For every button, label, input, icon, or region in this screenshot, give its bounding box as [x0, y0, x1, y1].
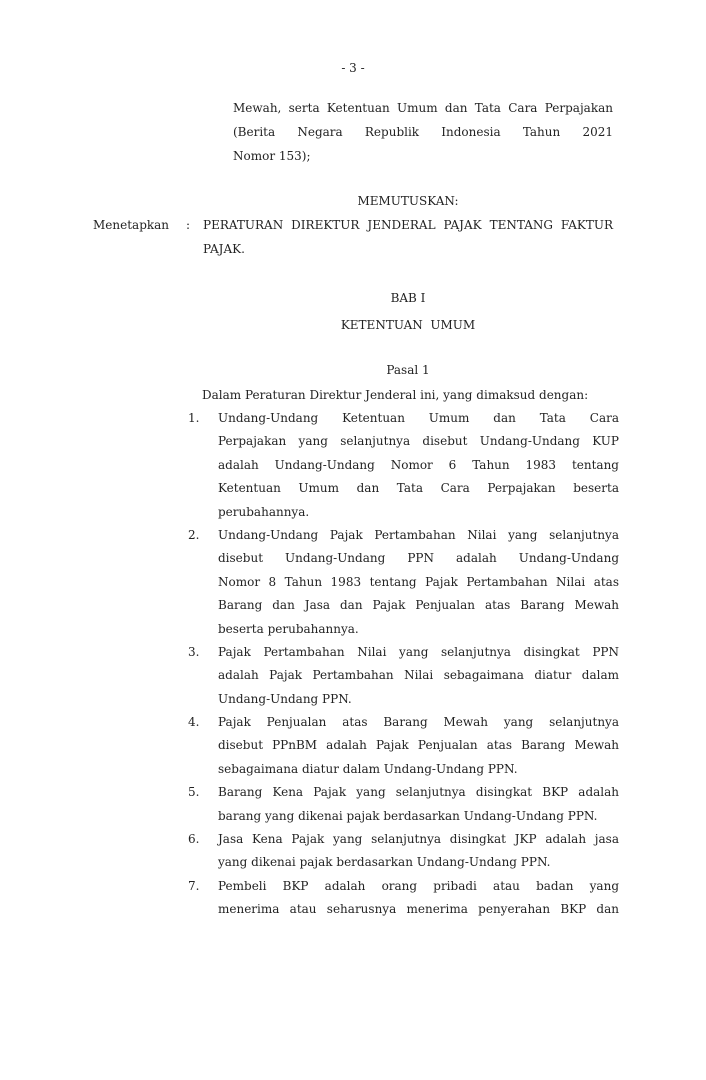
definition-line: yang dikenai pajak berdasarkan Undang-Undang PPN.	[218, 855, 551, 870]
definition-line: menerima atau seharusnya menerima penyerahan BKP dan	[218, 902, 619, 917]
definition-item	[188, 641, 619, 711]
definition-line: Undang-Undang PPN.	[218, 691, 352, 706]
definition-line: barang yang dikenai pajak berdasarkan Undang-Undang PPN.	[218, 808, 598, 823]
definition-line: Pembeli BKP adalah orang pribadi atau badan yang	[218, 878, 619, 893]
article-intro: Dalam Peraturan Direktur Jenderal ini, yang dimaksud dengan:	[202, 388, 589, 402]
chapter-title: KETENTUAN UMUM	[340, 318, 476, 332]
establish-line: PERATURAN DIREKTUR JENDERAL PAJAK TENTANG FAKTUR	[203, 218, 613, 232]
definition-line: Jasa Kena Pajak yang selanjutnya disingkat JKP adalah jasa	[218, 832, 619, 847]
definition-number: 3.	[188, 644, 200, 659]
definition-number: 6.	[188, 832, 200, 847]
preamble-continuation	[233, 96, 613, 168]
definition-line: adalah Pajak Pertambahan Nilai sebagaimana diatur dalam	[218, 668, 619, 683]
definition-line: Nomor 8 Tahun 1983 tentang Pajak Pertambahan Nilai atas	[218, 574, 619, 589]
page-number: - 3 -	[341, 61, 365, 75]
preamble-line: Mewah, serta Ketentuan Umum dan Tata Cara Perpajakan	[233, 101, 613, 115]
definition-line: adalah Undang-Undang Nomor 6 Tahun 1983 tentang	[218, 457, 619, 472]
definition-line: Pajak Pertambahan Nilai yang selanjutnya disingkat PPN	[218, 644, 619, 659]
definition-item	[188, 781, 619, 828]
definition-number: 2.	[188, 527, 200, 542]
chapter-number: BAB I	[390, 291, 426, 305]
preamble-line: Nomor 153);	[233, 149, 311, 163]
definition-line: Barang dan Jasa dan Pajak Penjualan atas Barang Mewah	[218, 598, 619, 613]
definition-line: Pajak Penjualan atas Barang Mewah yang selanjutnya	[218, 715, 619, 730]
preamble-line: (Berita Negara Republik Indonesia Tahun 2021	[233, 125, 613, 139]
definition-number: 7.	[188, 878, 200, 893]
definition-item	[188, 524, 619, 641]
definition-line: Undang-Undang Ketentuan Umum dan Tata Cara	[218, 411, 619, 425]
establish-line: PAJAK.	[203, 242, 245, 256]
definition-item	[188, 875, 619, 922]
definition-line: disebut Undang-Undang PPN adalah Undang-Undang	[218, 551, 619, 566]
definition-line: beserta perubahannya.	[218, 621, 359, 636]
establish-text	[203, 213, 613, 261]
definition-line: Ketentuan Umum dan Tata Cara Perpajakan beserta	[218, 481, 619, 496]
establish-label: Menetapkan	[93, 218, 170, 232]
definition-line: disebut PPnBM adalah Pajak Penjualan atas Barang Mewah	[218, 738, 619, 753]
definition-line: sebagaimana diatur dalam Undang-Undang PPN.	[218, 761, 518, 776]
definition-line: Undang-Undang Pajak Pertambahan Nilai yang selanjutnya	[218, 527, 619, 542]
decision-heading: MEMUTUSKAN:	[357, 194, 459, 208]
definition-number: 1.	[188, 411, 200, 425]
establish-colon: :	[186, 218, 191, 232]
definition-number: 4.	[188, 715, 200, 730]
article-title: Pasal 1	[386, 363, 430, 377]
definition-number: 5.	[188, 785, 200, 800]
definition-line: perubahannya.	[218, 504, 310, 519]
definitions-list	[188, 407, 619, 922]
definition-item	[188, 711, 619, 781]
definition-item	[188, 407, 619, 524]
definition-line: Perpajakan yang selanjutnya disebut Undang-Undang KUP	[218, 434, 619, 449]
definition-line: Barang Kena Pajak yang selanjutnya disingkat BKP adalah	[218, 785, 619, 800]
definition-item	[188, 828, 619, 875]
